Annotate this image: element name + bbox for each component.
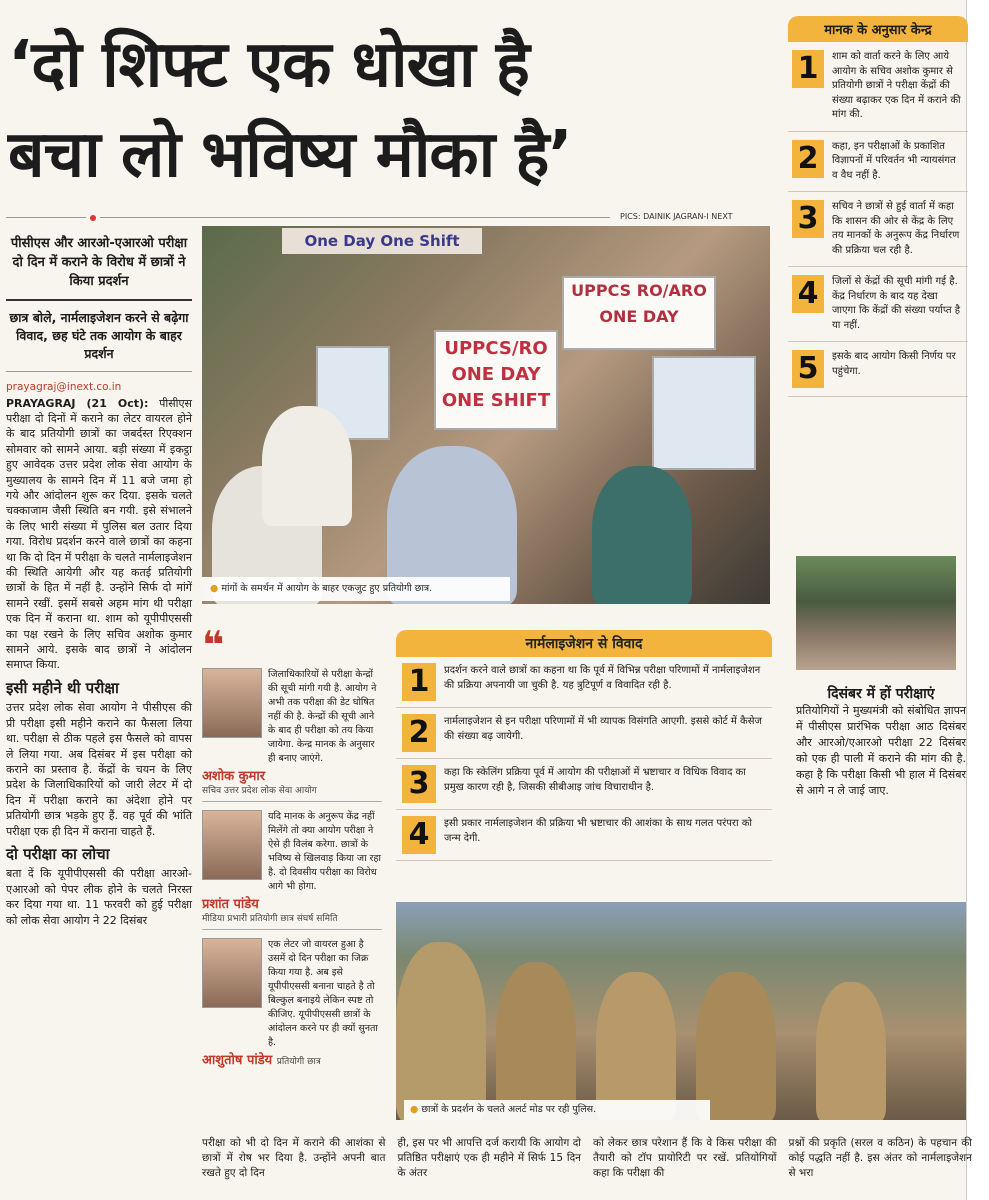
list-item [396,759,772,810]
quote-role: प्रतियोगी छात्र [276,1057,321,1067]
quotes-column [202,623,382,1069]
item-number: 5 [792,350,824,388]
sidebar-item [788,42,968,132]
avatar [202,938,262,1008]
item-text: शाम को वार्ता करने के लिए आये आयोग के सचिव अशोक कुमार से प्रतियोगी छात्रों ने परीक्षा केंद्रों की संख्या बढ़ाकर एक दिन में कराने की मांग की. [832,51,961,120]
photo-caption [404,1100,710,1120]
item-text: नार्मलाइजेशन से इन परीक्षा परिणामों में भी व्यापक विसंगति आएगी. इससे कोर्ट में कैसेज की संख्या बढ़ जायेगी. [444,716,762,742]
caption-text: छात्रों के प्रदर्शन के चलते अलर्ट मोड पर रही पुलिस. [421,1104,597,1115]
paragraph-2: उत्तर प्रदेश लोक सेवा आयोग ने पीसीएस की प्री परीक्षा इसी महीने कराने का फैसला लिया था. परीक्षा से ठीक पहले इस फैसले को वापस ले लिया गया. अब दिसंबर में इस परीक्षा को कराने का प्रस्ताव है. केंद्रों के चयन के लिए प्रदेश के जिलाधिकारियों को जारी लेटर में दो दिन में परीक्षा कराने का अंदेशा होने पर प्रतियोगी छात्र भड़के हुए हैं. वह पूर्व की भांति परीक्षा एक ही दिन में कराना चाहते हैं. [6,701,192,838]
portrait-placard [652,356,756,470]
quote-name [202,1054,382,1069]
quote-role: सचिव उत्तर प्रदेश लोक सेवा आयोग [202,784,382,802]
article-paragraph [6,396,192,673]
item-number: 2 [792,140,824,178]
item-text: इसी प्रकार नार्मलाइजेशन की प्रक्रिया भी भ्रष्टाचार की आशंका के साथ गलत परंपरा को जन्म देगी. [444,818,753,844]
subheading-1: इसी महीने थी परीक्षा [6,678,119,697]
sidebar-box [788,16,968,397]
quote-text: यदि मानक के अनुरूप केंद्र नहीं मिलेंगे तो क्या आयोग परीक्षा ने ऐसे ही विलंब करेगा. छात्रों के भविष्य से खिलवाड़ किया जा रहा है. दो दिवसीय परीक्षा का विरोध आगे भी होगा. [268,811,381,892]
quote-block [202,668,382,766]
quote-role: मीडिया प्रभारी प्रतियोगी छात्र संघर्ष समिति [202,912,382,930]
december-title: दिसंबर में हों परीक्षाएं [827,686,935,702]
protester [262,406,352,526]
item-text: कहा कि स्केलिंग प्रक्रिया पूर्व में आयोग की परीक्षाओं में भ्रष्टाचार व विधिक विवाद का प्रमुख कारण रही है, जिसकी सीबीआइ जांच विचाराधीन है. [444,767,746,793]
item-number: 3 [402,765,436,803]
bottom-column: को लेकर छात्र परेशान हैं कि वे किस परीक्षा की तैयारी को टॉप प्रायोरिटी पर रखें. प्रतियोगियों कहा कि परीक्षा की [593,1137,777,1179]
caption-text: मांगों के समर्थन में आयोग के बाहर एकजुट हुए प्रतियोगी छात्र. [221,583,433,594]
adjacent-page-edge [966,0,989,1200]
bottom-column: प्रश्नों की प्रकृति (सरल व कठिन) के पहचान की कोई पद्धति नहीं है. इस अंतर को नार्मलाइजेशन से भरा [788,1137,972,1179]
photo-credit: PICS: DAINIK JAGRAN-I NEXT [620,212,733,221]
avatar [202,810,262,880]
byline-email: prayagraj@inext.co.in [6,381,122,393]
police-officer [496,962,576,1120]
quote-text: एक लेटर जो वायरल हुआ है उसमें दो दिन परीक्षा का जिक्र किया गया है. अब इसे यूपीपीएससी बनाना चाहते है तो बिल्कुल बनाइये लेकिन स्पष्ट तो कीजिए. यूपीपीएससी छात्रों के आंदोलन करने पर ही क्यों सुनता है. [268,939,378,1048]
headline-line-2: बचा लो भविष्य मौका है’ [8,118,572,192]
divider-dot [90,215,96,221]
caption-bullet-icon: ● [410,1104,419,1115]
quote-name: अशोक कुमार [202,769,266,784]
list-item [396,708,772,759]
avatar [202,668,262,738]
commission-building-photo [796,556,956,670]
december-box [796,684,966,799]
divider [100,217,610,218]
paragraph-3: बता दें कि यूपीपीएससी की परीक्षा आरओ-एआरओ को पेपर लीक होने के चलते निरस्त कर दिया गया था. 11 फरवरी को हुई परीक्षा को लोक सेवा आयोग ने 22 दिसंबर [6,867,192,927]
police-officer [816,982,886,1120]
paragraph-1: पीसीएस परीक्षा दो दिनों में कराने का लेटर वायरल होने के बाद प्रतियोगी छात्रों का जबर्दस्त रिएक्शन सोमवार को सामने आया. बड़ी संख्या में इकट्ठा हुए आवेदक उत्तर प्रदेश लोक सेवा आयोग के मुख्यालय के सामने दिन में 11 बजे जमा हो गये और आंदोलन शुरू कर दिया. इसके चलते चक्काजाम जैसी स्थिति बन गयी. इसे संभालने के लिए भारी संख्या में पुलिस बल उतार दिया गया. विरोध प्रदर्शन करने वाले छात्रों का कहना था कि दो दिन में परीक्षा के चलते नार्मलाइजेशन की स्थिति आयेगी और यह कतई प्रतियोगी छात्रों के हित में नहीं है. उन्होंने सिर्फ दो मांगें सामने रखीं. इसमें सबसे अहम मांग थी परीक्षा एक दिन में कराना था. शाम को यूपीपीएससी का पक्ष रखने के लिए सचिव अशोक कुमार सामने आये. इसके बाद छात्रों ने आंदोलन समाप्त किया. [6,396,192,672]
item-text: इसके बाद आयोग किसी निर्णय पर पहुंचेगा. [832,351,956,377]
headline-line-1: ‘दो शिफ्ट एक धोखा है [8,28,529,102]
item-text: सचिव ने छात्रों से हुई वार्ता में कहा कि शासन की ओर से केंद्र के लिए तय मानकों के अनुरूप केंद्र निर्धारण की प्रक्रिया चल रही है. [832,201,960,256]
protest-photo [202,226,770,604]
bottom-text-columns [202,1136,972,1181]
photo-caption [202,577,510,601]
subheading-2: दो परीक्षा का लोचा [6,844,110,863]
item-number: 1 [402,663,436,701]
quote-name-text: आशुतोष पांडेय [202,1053,273,1068]
photo-banner: One Day One Shift [282,228,482,254]
quote-name: प्रशांत पांडेय [202,897,259,912]
item-text: कहा, इन परीक्षाओं के प्रकाशित विज्ञापनों में परिवर्तन भी न्यायसंगत व वैध नहीं है. [832,140,956,181]
police-officer [696,972,776,1120]
item-number: 1 [792,50,824,88]
bottom-column: ही, इस पर भी आपत्ति दर्ज करायी कि आयोग दो प्रतिष्ठित परीक्षाएं एक ही महीने में सिर्फ 15 दिन के अंतर [397,1137,581,1179]
list-item [396,810,772,861]
item-text: प्रदर्शन करने वाले छात्रों का कहना था कि पूर्व में विभिन्न परीक्षा परिणामों में नार्मलाइजेशन की प्रक्रिया अपनायी जा चुकी है. यह त्रुटिपूर्ण व विवादित रही है. [444,665,761,691]
item-text: जिलों से केंद्रों की सूची मांगी गई है. केंद्र निर्धारण के बाद यह देखा जाएगा कि केंद्रों की संख्या पर्याप्त है या नहीं. [832,276,961,331]
protest-sign: UPPCS RO/ARO ONE DAY [562,276,716,350]
item-number: 3 [792,200,824,238]
sidebar-title: मानक के अनुसार केन्द्र [788,16,968,42]
protester [592,466,692,604]
normalization-box [396,630,772,861]
quote-text: जिलाधिकारियों से परीक्षा केन्द्रों की सूची मांगी गयी है. आयोग ने अभी तक परीक्षा की डेट घोषित नहीं की है. केन्द्रों की सूची आने के बाद ही परीक्षा को तय किया जायेगा. केन्द्र मानक के अनुसार ही बनाए जाएंगे. [268,669,377,764]
item-number: 4 [792,275,824,313]
bottom-column: परीक्षा को भी दो दिन में कराने की आशंका से छात्रों में रोष भर दिया है. उन्होंने अपनी बात रखते हुए दो दिन [202,1137,386,1179]
deck-main: पीसीएस और आरओ-एआरओ परीक्षा दो दिन में कराने के विरोध में छात्रों ने किया प्रदर्शन [6,230,192,301]
list-item [396,657,772,708]
quote-mark-icon: ❝ [202,623,225,667]
main-article-column [6,230,192,928]
quote-block [202,938,382,1050]
headline [8,20,778,200]
police-officer [396,942,486,1120]
police-photo [396,902,966,1120]
quote-block [202,810,382,894]
police-officer [596,972,676,1120]
deck-sub: छात्र बोले, नार्मलाइजेशन करने से बढ़ेगा विवाद, छह घंटे तक आयोग के बाहर प्रदर्शन [6,301,192,372]
sidebar-item [788,267,968,342]
normalization-title: नार्मलाइजेशन से विवाद [396,630,772,657]
december-text: प्रतियोगियों ने मुख्यमंत्री को संबोधित ज्ञापन में पीसीएस प्रारंभिक परीक्षा आठ दिसंबर और आरओ/एआरओ परीक्षा 22 दिसंबर को एक ही पाली में कराने की मांग की है. कहा है कि परीक्षा किसी भी हाल में दिसंबर से आगे न ले जाई जाए. [796,704,966,797]
sidebar-item [788,192,968,267]
caption-bullet-icon: ● [210,583,219,594]
item-number: 4 [402,816,436,854]
item-number: 2 [402,714,436,752]
protest-sign: UPPCS/RO ONE DAY ONE SHIFT [434,330,558,430]
sidebar-item [788,132,968,193]
divider [6,217,86,218]
dateline: PRAYAGRAJ (21 Oct): [6,396,149,410]
sidebar-item [788,342,968,397]
